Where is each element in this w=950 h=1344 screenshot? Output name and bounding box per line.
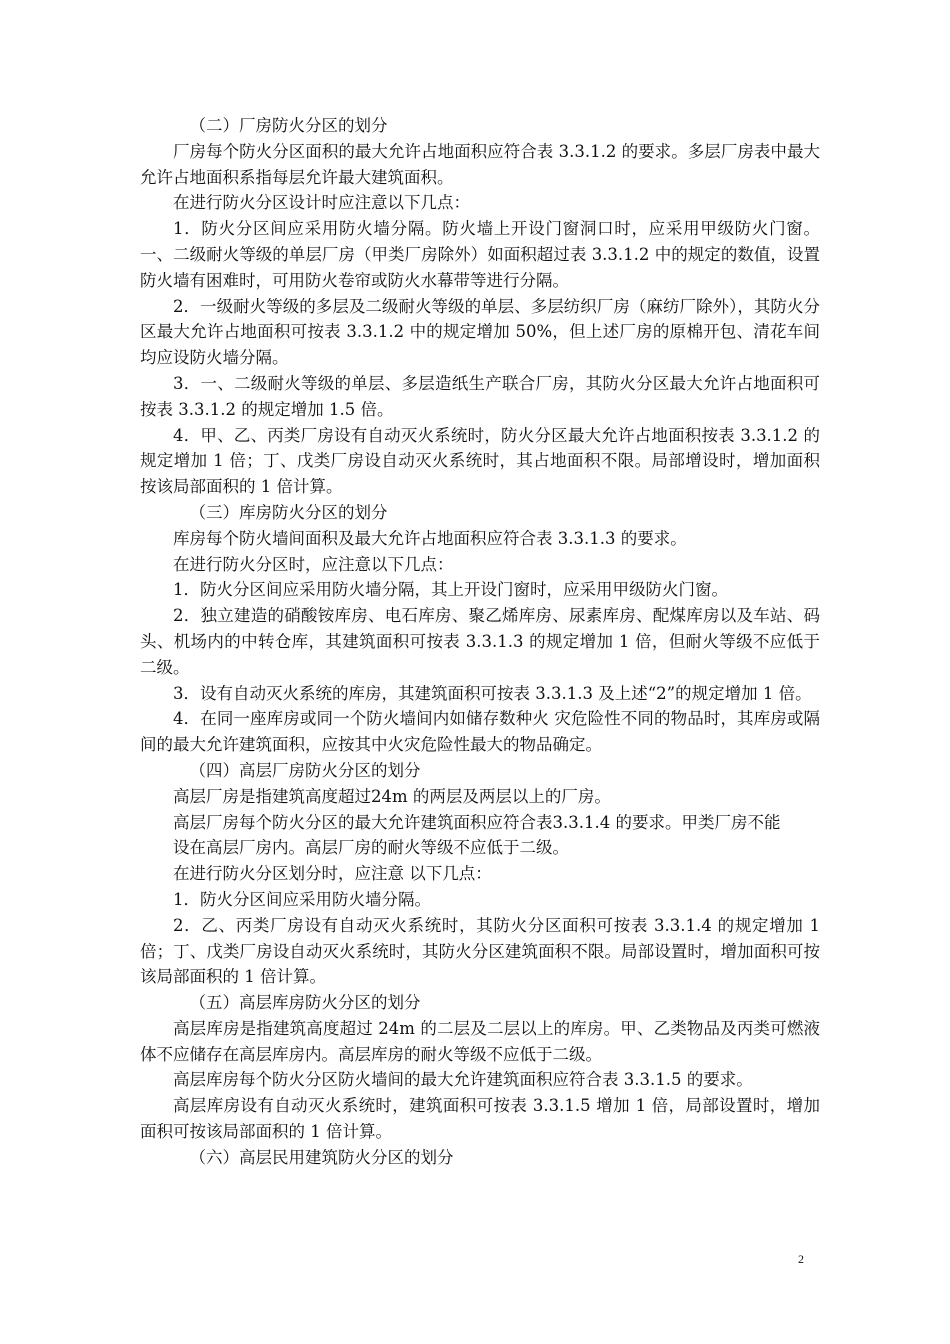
- paragraph: 2．一级耐火等级的多层及二级耐火等级的单层、多层纺织厂房（麻纺厂除外），其防火分区最大允许占地面积可按表 3.3.1.2 中的规定增加 50%，但上述厂房的原棉开包、清花车间均应设防火墙分隔。: [140, 296, 820, 368]
- paragraph: 高层库房设有自动灭火系统时，建筑面积可按表 3.3.1.5 增加 1 倍，局部设置时，增加面积可按该局部面积的 1 倍计算。: [140, 1096, 820, 1142]
- paragraph: 2．独立建造的硝酸铵库房、电石库房、聚乙烯库房、尿素库房、配煤库房以及车站、码头、机场内的中转仓库，其建筑面积可按表 3.3.1.3 的规定增加 1 倍，但耐火等级不应低于二级。: [140, 606, 820, 677]
- paragraph: 2．乙、丙类厂房设有自动灭火系统时，其防火分区面积可按表 3.3.1.4 的规定增加 1 倍；丁、戊类厂房设自动灭火系统时，其防火分区建筑面积不限。局部设置时，增加面积可按该局部面积的 1 倍计算。: [140, 915, 820, 987]
- paragraph: 1．防火分区间应采用防火墙分隔。: [173, 889, 431, 909]
- paragraph: 4．在同一座库房或同一个防火墙间内如储存数种火 灾危险性不同的物品时，其库房或隔间的最大允许建筑面积，应按其中火灾危险性最大的物品确定。: [140, 709, 820, 755]
- paragraph: 在进行防火分区划分时，应注意 以下几点：: [173, 864, 492, 884]
- paragraph: 高层库房每个防火分区防火墙间的最大允许建筑面积应符合表 3.3.1.5 的要求。: [173, 1070, 753, 1090]
- section-heading: （三）库房防火分区的划分: [189, 502, 388, 522]
- paragraph: 在进行防火分区设计时应注意以下几点：: [173, 193, 470, 213]
- section-heading: （五）高层库房防火分区的划分: [189, 993, 421, 1013]
- paragraph: 1．防火分区间应采用防火墙分隔，其上开设门窗时，应采用甲级防火门窗。: [173, 580, 728, 600]
- paragraph: 高层厂房是指建筑高度超过24m 的两层及两层以上的厂房。: [173, 786, 611, 806]
- section-heading: （二）厂房防火分区的划分: [189, 116, 388, 135]
- paragraph: 高层厂房每个防火分区的最大允许建筑面积应符合表3.3.1.4 的要求。甲类厂房不能: [173, 812, 781, 832]
- page-number: 2: [798, 1252, 804, 1266]
- paragraph: 库房每个防火墙间面积及最大允许占地面积应符合表 3.3.1.3 的要求。: [173, 528, 687, 548]
- paragraph: 3．一、二级耐火等级的单层、多层造纸生产联合厂房，其防火分区最大允许占地面积可按表 3.3.1.2 的规定增加 1.5 倍。: [140, 373, 820, 419]
- section-heading: （四）高层厂房防火分区的划分: [189, 760, 421, 780]
- paragraph: 3．设有自动灭火系统的库房，其建筑面积可按表 3.3.1.3 及上述“2”的规定增加 1 倍。: [173, 683, 812, 703]
- body-text: [140, 113, 820, 1171]
- paragraph: 1．防火分区间应采用防火墙分隔。防火墙上开设门窗洞口时，应采用甲级防火门窗。一、二级耐火等级的单层厂房（甲类厂房除外）如面积超过表 3.3.1.2 中的规定的数值，设置防火墙有困难时，可用防火卷帘或防火水幕带等进行分隔。: [140, 219, 820, 290]
- section-heading: （六）高层民用建筑防火分区的划分: [189, 1147, 454, 1167]
- paragraph: 4．甲、乙、丙类厂房设有自动灭火系统时，防火分区最大允许占地面积按表 3.3.1.2 的规定增加 1 倍；丁、戊类厂房设自动灭火系统时，其占地面积不限。局部增设时，增加面积按该局部面积的 1 倍计算。: [140, 425, 820, 497]
- paragraph: 设在高层厂房内。高层厂房的耐火等级不应低于二级。: [173, 838, 569, 858]
- paragraph: 高层库房是指建筑高度超过 24m 的二层及二层以上的库房。甲、乙类物品及丙类可燃液体不应储存在高层库房内。高层库房的耐火等级不应低于二级。: [140, 1018, 820, 1064]
- paragraph: 厂房每个防火分区面积的最大允许占地面积应符合表 3.3.1.2 的要求。多层厂房表中最大允许占地面积系指每层允许最大建筑面积。: [140, 141, 820, 187]
- paragraph: 在进行防火分区时，应注意以下几点：: [173, 554, 454, 574]
